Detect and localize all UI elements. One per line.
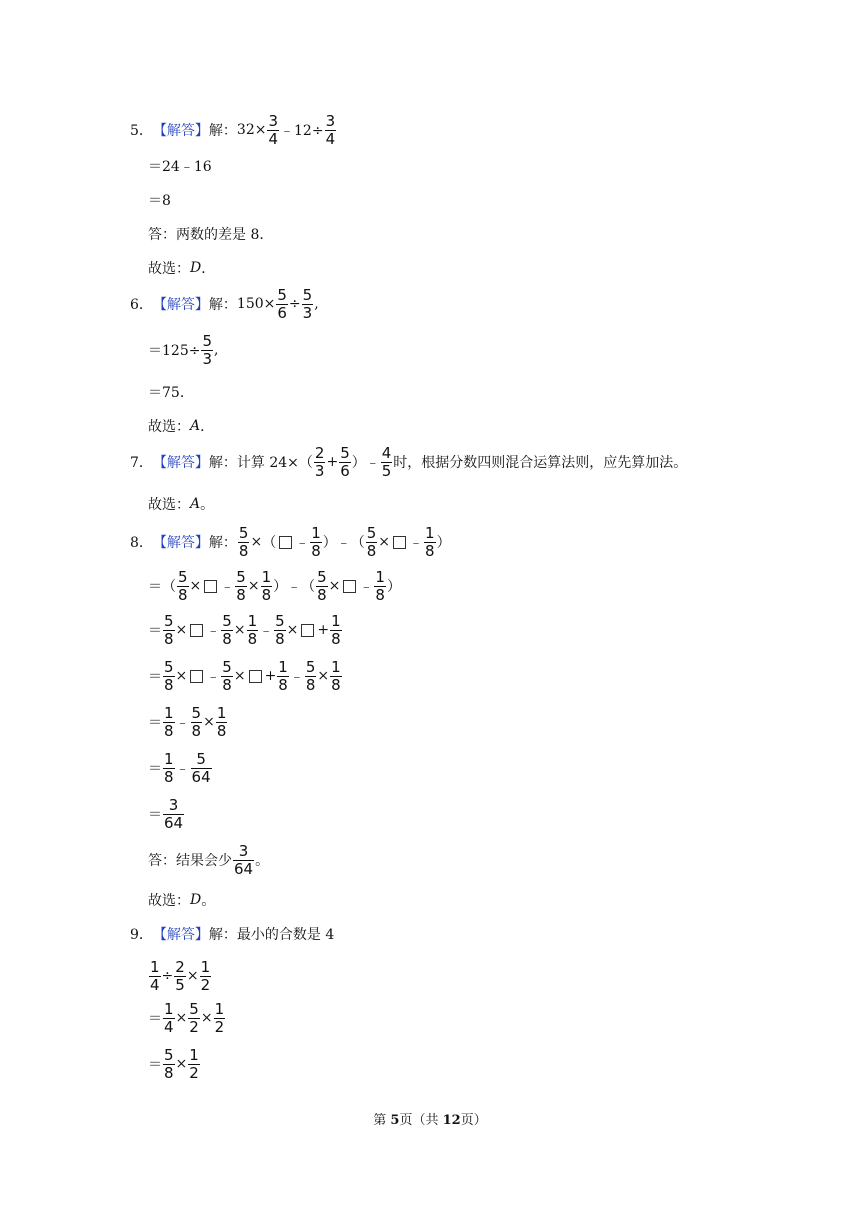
q6-step1: ＝125÷ $\frac{5}{3}$ , <box>148 331 219 368</box>
page-footer: 第 5页（共 12页） <box>373 1113 487 1128</box>
q7-line: 7． 【解答】 解： 计算 24×（ $\frac{2}{3}$ + $\frac{5}{6}$ ）﹣ $\frac{4}{5}$ 时，根据分数四则混合运算法则，应先算加法。 <box>130 443 688 480</box>
solution-label: 解： <box>208 123 237 139</box>
fraction: $\frac{5}{6}$ <box>277 285 287 322</box>
q5-choice: 故选： D ． <box>148 260 216 277</box>
fraction: $\frac{3}{64}$ <box>234 841 254 878</box>
answer-tag: 【解答】 <box>152 455 209 471</box>
fraction: $\frac{2}{3}$ <box>314 443 325 480</box>
blank-box <box>301 624 314 637</box>
expr-text: ﹣12÷ <box>280 123 324 139</box>
q8-step2: ＝ $\frac{5}{8}$ × ﹣ $\frac{5}{8}$ × $\frac{1}{8}$ ﹣ $\frac{5}{8}$ × + $\frac{1}{8}$ <box>148 611 341 648</box>
fraction: $\frac{5}{3}$ <box>202 331 212 368</box>
blank-box <box>204 580 217 593</box>
q8-step1: ＝ （ $\frac{5}{8}$ × ﹣ $\frac{5}{8}$ × $\frac{1}{8}$ ） ﹣ （ $\frac{5}{8}$ × ﹣ $\frac{1}{8}$ ） <box>148 567 401 604</box>
q8-line: 8． 【解答】 解： $\frac{5}{8}$ × （ ﹣ $\frac{1}{8}$ ） ﹣ （ $\frac{5}{8}$ × ﹣ $\frac{1}{8}$ ） <box>130 523 451 560</box>
answer-tag: 【解答】 <box>152 535 209 551</box>
answer-tag: 【解答】 <box>152 123 209 139</box>
fraction: $\frac{3}{4}$ <box>325 111 336 148</box>
blank-box <box>249 670 262 683</box>
q5-step2: ＝8 <box>148 193 171 209</box>
q6-choice: 故选： A ． <box>148 418 215 435</box>
q9-step0: $\frac{1}{4}$ ÷ $\frac{2}{5}$ × $\frac{1}{2}$ <box>150 957 211 994</box>
q5-step1: ＝24﹣16 <box>148 159 212 175</box>
q8-step6: ＝ $\frac{3}{64}$ <box>148 795 184 832</box>
blank-box <box>190 670 203 683</box>
q9-step2: ＝ $\frac{5}{8}$ × $\frac{1}{2}$ <box>148 1045 199 1082</box>
q5-answer: 答：两数的差是 8． <box>148 227 274 243</box>
answer-tag: 【解答】 <box>152 297 209 313</box>
q5-line <box>130 110 337 150</box>
blank-box <box>393 536 406 549</box>
answer-tag: 【解答】 <box>152 927 209 943</box>
fraction: $\frac{5}{6}$ <box>340 443 350 480</box>
expr-text: 32× <box>236 122 267 138</box>
fraction: $\frac{3}{4}$ <box>268 111 279 148</box>
q8-answer: 答：结果会少 $\frac{3}{64}$ 。 <box>148 841 270 878</box>
blank-box <box>279 536 292 549</box>
q8-choice: 故选： D 。 <box>148 892 216 909</box>
q6-line: 6． 【解答】 解： 150× $\frac{5}{6}$ ÷ $\frac{5}{3}$ , <box>130 285 319 322</box>
fraction: $\frac{5}{3}$ <box>302 285 313 322</box>
page-number: 5 <box>390 1113 400 1128</box>
blank-box <box>190 624 203 637</box>
fraction: $\frac{4}{5}$ <box>381 443 392 480</box>
blank-box <box>343 580 356 593</box>
q9-line: 9． 【解答】 解： 最小的合数是 4 <box>130 914 334 954</box>
q8-step3: ＝ $\frac{5}{8}$ × ﹣ $\frac{5}{8}$ × + $\frac{1}{8}$ ﹣ $\frac{5}{8}$ × $\frac{1}{8}$ <box>148 657 341 694</box>
q8-step4: ＝ $\frac{1}{8}$ ﹣ $\frac{5}{8}$ × $\frac{1}{8}$ <box>148 703 227 740</box>
q7-choice: 故选： A 。 <box>148 496 215 513</box>
q8-step5: ＝ $\frac{1}{8}$ ﹣ $\frac{5}{64}$ <box>148 749 211 786</box>
question-number: 6． <box>130 297 153 313</box>
q9-step1: ＝ $\frac{1}{4}$ × $\frac{5}{2}$ × $\frac{1}{2}$ <box>148 999 225 1036</box>
total-pages: 12 <box>442 1113 461 1128</box>
solution-label: 解： <box>208 297 237 313</box>
q6-step2: ＝75． <box>148 385 194 401</box>
question-number: 5． <box>130 123 153 139</box>
